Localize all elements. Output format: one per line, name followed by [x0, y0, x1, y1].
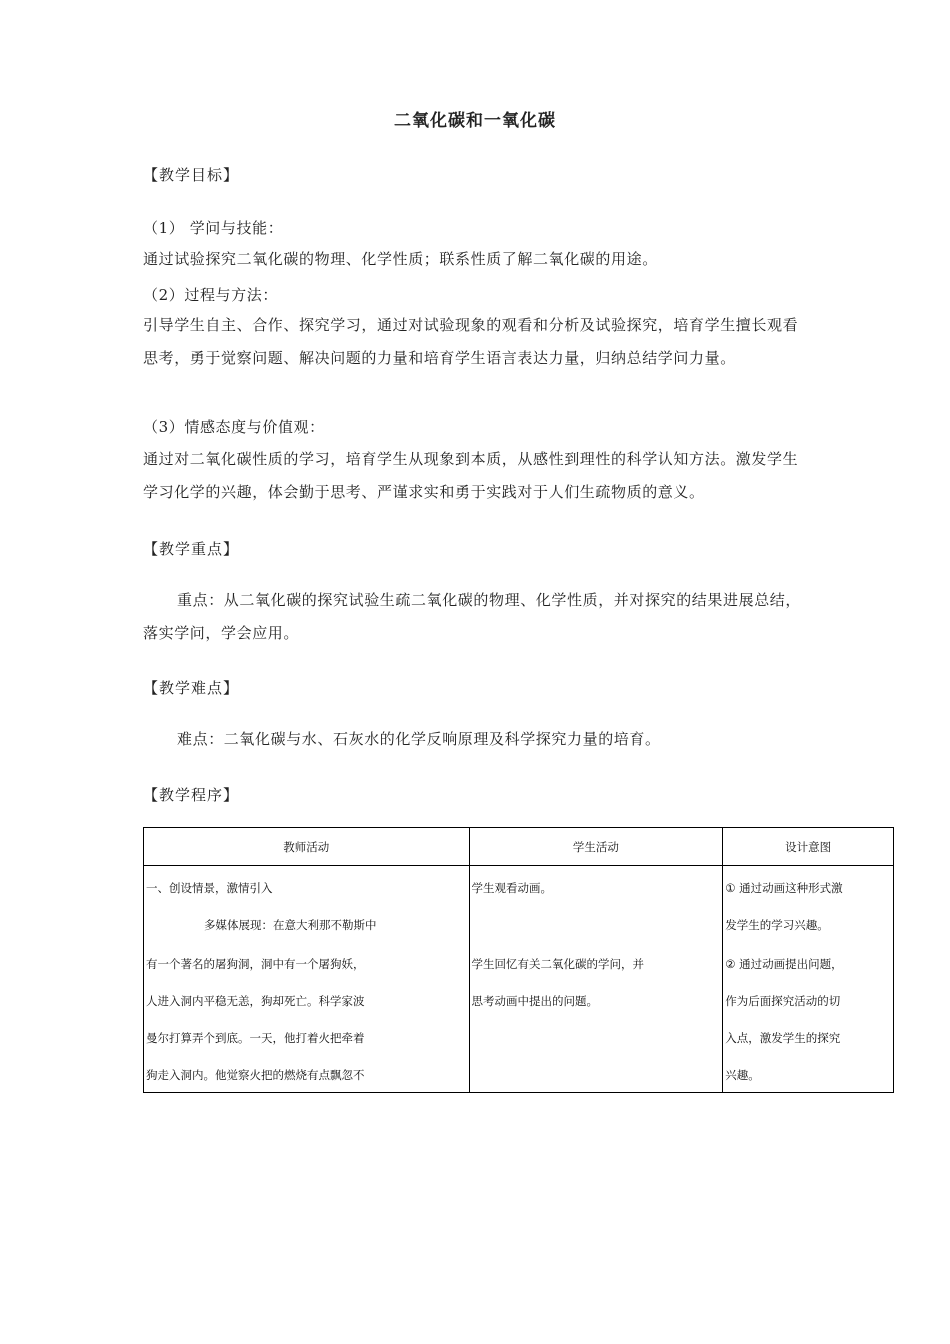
teacher-line: 多媒体展现：在意大利那不勒斯中 [204, 918, 377, 932]
teacher-line: 有一个著名的屠狗洞，洞中有一个屠狗妖， [146, 957, 365, 971]
objective-1-label: （1） 学问与技能： [143, 219, 284, 237]
objective-1-text: 通过试验探究二氧化碳的物理、化学性质；联系性质了解二氧化碳的用途。 [143, 250, 658, 268]
header-student-activity: 学生活动 [469, 828, 723, 866]
objectives-heading: 【教学目标】 [143, 166, 240, 184]
design-line: ① 通过动画这种形式激 [725, 881, 843, 895]
teacher-line: 一、创设情景，激情引入 [146, 881, 273, 895]
key-points-heading: 【教学重点】 [143, 540, 240, 558]
difficulties-heading: 【教学难点】 [143, 679, 240, 697]
student-line: 思考动画中提出的问题。 [471, 994, 599, 1008]
teacher-line: 曼尔打算弄个到底。一天，他打着火把牵着 [146, 1031, 365, 1045]
student-activity-cell [469, 866, 723, 1093]
procedure-table [143, 827, 894, 1093]
table-header-row [144, 828, 894, 866]
objective-3-label: （3）情感态度与价值观： [143, 418, 325, 436]
design-line: 作为后面探究活动的切 [725, 994, 841, 1008]
design-line: 发学生的学习兴趣。 [725, 918, 829, 932]
header-teacher-activity: 教师活动 [144, 828, 470, 866]
design-intent-cell [723, 866, 894, 1093]
design-line: 兴趣。 [725, 1068, 760, 1082]
table-row [144, 866, 894, 1093]
document-title: 二氧化碳和一氧化碳 [394, 111, 556, 131]
difficulties-text: 难点：二氧化碳与水、石灰水的化学反响原理及科学探究力量的培育。 [177, 730, 661, 748]
procedure-heading: 【教学程序】 [143, 786, 240, 804]
key-points-text: 重点：从二氧化碳的探究试验生疏二氧化碳的物理、化学性质，并对探究的结果进展总结，落实学问，学会应用。 [143, 591, 802, 642]
student-line: 学生观看动画。 [471, 881, 553, 895]
objective-2-text: 引导学生自主、合作、探究学习，通过对试验现象的观看和分析及试验探究，培育学生擅长观看思考，勇于觉察问题、解决问题的力量和培育学生语言表达力量，归纳总结学问力量。 [143, 316, 799, 367]
header-design-intent: 设计意图 [723, 828, 894, 866]
objective-2-label: （2）过程与方法： [143, 286, 278, 304]
objective-3-text: 通过对二氧化碳性质的学习，培育学生从现象到本质，从感性到理性的科学认知方法。激发学生学习化学的兴趣，体会勤于思考、严谨求实和勇于实践对于人们生疏物质的意义。 [143, 450, 799, 501]
teacher-line: 人进入洞内平稳无恙，狗却死亡。科学家波 [146, 994, 365, 1008]
design-line: 入点，激发学生的探究 [725, 1031, 841, 1045]
teacher-line: 狗走入洞内。他觉察火把的燃烧有点飘忽不 [146, 1068, 365, 1082]
design-line: ② 通过动画提出问题， [725, 957, 843, 971]
teacher-activity-cell [144, 866, 470, 1093]
student-line: 学生回忆有关二氧化碳的学问，并 [471, 957, 645, 971]
